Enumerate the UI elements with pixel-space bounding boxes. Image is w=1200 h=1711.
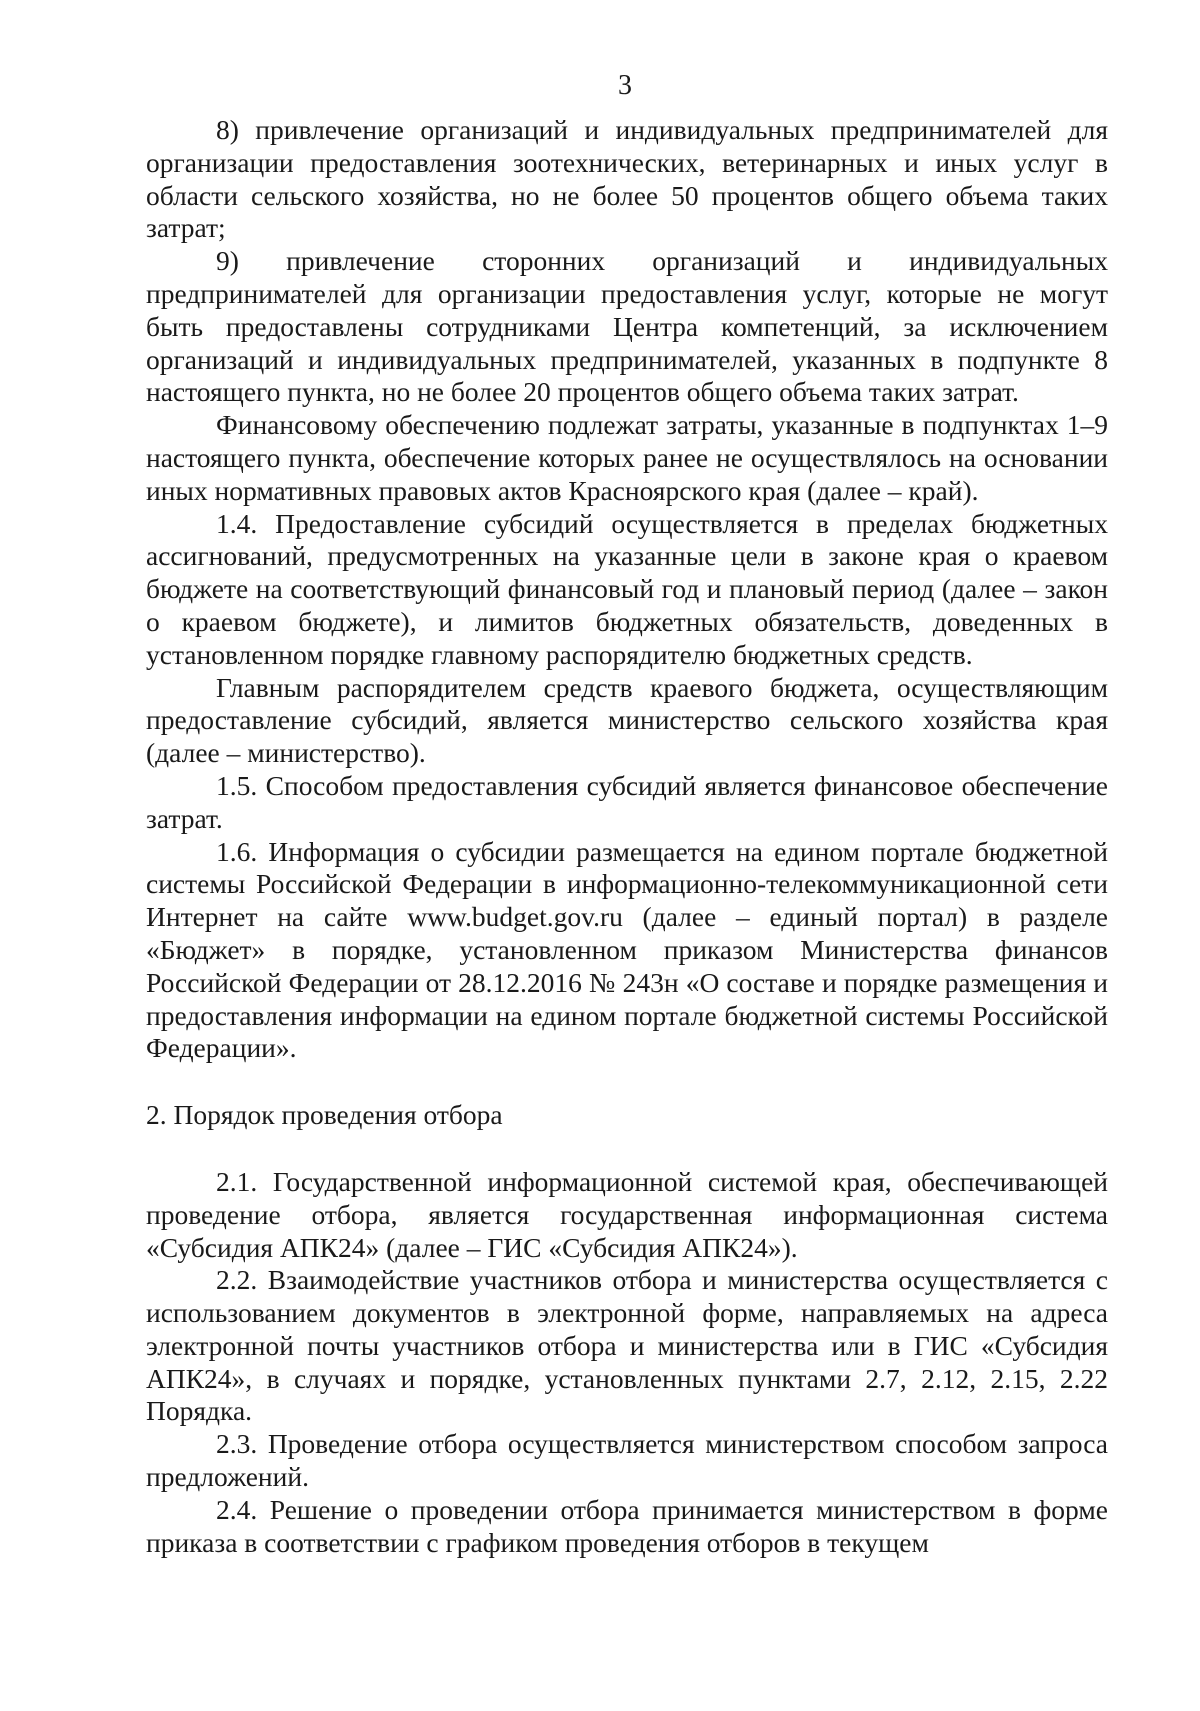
- paragraph-2-1: 2.1. Государственной информационной системой края, обеспечивающей проведение отбора, является государственная информационная система «Субсидия АПК24» (далее – ГИС «Субсидия АПК24»).: [146, 1165, 1108, 1263]
- paragraph-1-5: 1.5. Способом предоставления субсидий является финансовое обеспечение затрат.: [146, 769, 1108, 834]
- paragraph-2-2: 2.2. Взаимодействие участников отбора и министерства осуществляется с использованием документов в электронной форме, направляемых на адреса электронной почты участников отбора и министерства или в ГИС «Субсидия АПК24», в случаях и порядке, установленных пунктами 2.7, 2.12, 2.15, 2.22 Порядка.: [146, 1264, 1108, 1427]
- paragraph-item-8: 8) привлечение организаций и индивидуальных предпринимателей для организации предоставления зоотехнических, ветеринарных и иных услуг в области сельского хозяйства, но не более 50 процентов общего объема таких затрат;: [146, 114, 1108, 244]
- paragraph-main-distributor: Главным распорядителем средств краевого бюджета, осуществляющим предоставление субсидий, является министерство сельского хозяйства края (далее – министерство).: [146, 671, 1108, 769]
- page-number: 3: [618, 70, 632, 101]
- section-heading: 2. Порядок проведения отбора: [146, 1099, 503, 1131]
- paragraph-1-4: 1.4. Предоставление субсидий осуществляется в пределах бюджетных ассигнований, предусмотренных на указанные цели в законе края о краевом бюджете на соответствующий финансовый год и плановый период (далее – закон о краевом бюджете), и лимитов бюджетных обязательств, доведенных в установленном порядке главному распорядителю бюджетных средств.: [146, 507, 1108, 670]
- paragraph-item-9: 9) привлечение сторонних организаций и индивидуальных предпринимателей для организации предоставления услуг, которые не могут быть предоставлены сотрудниками Центра компетенций, за исключением организаций и индивидуальных предпринимателей, указанных в подпункте 8 настоящего пункта, но не более 20 процентов общего объема таких затрат.: [146, 245, 1108, 408]
- paragraph-2-4: 2.4. Решение о проведении отбора принимается министерством в форме приказа в соответствии с графиком проведения отборов в текущем: [146, 1493, 1108, 1558]
- document-body: [146, 114, 1108, 1559]
- paragraph-1-6: 1.6. Информация о субсидии размещается на едином портале бюджетной системы Российской Федерации в информационно-телекоммуникационной сети Интернет на сайте www.budget.gov.ru (далее – единый портал) в разделе «Бюджет» в порядке, установленном приказом Министерства финансов Российской Федерации от 28.12.2016 № 243н «О составе и порядке размещения и предоставления информации на едином портале бюджетной системы Российской Федерации».: [146, 835, 1108, 1064]
- paragraph-financing-scope: Финансовому обеспечению подлежат затраты, указанные в подпунктах 1–9 настоящего пункта, обеспечение которых ранее не осуществлялось на основании иных нормативных правовых актов Красноярского края (далее – край).: [146, 409, 1108, 506]
- paragraph-2-3: 2.3. Проведение отбора осуществляется министерством способом запроса предложений.: [146, 1428, 1108, 1493]
